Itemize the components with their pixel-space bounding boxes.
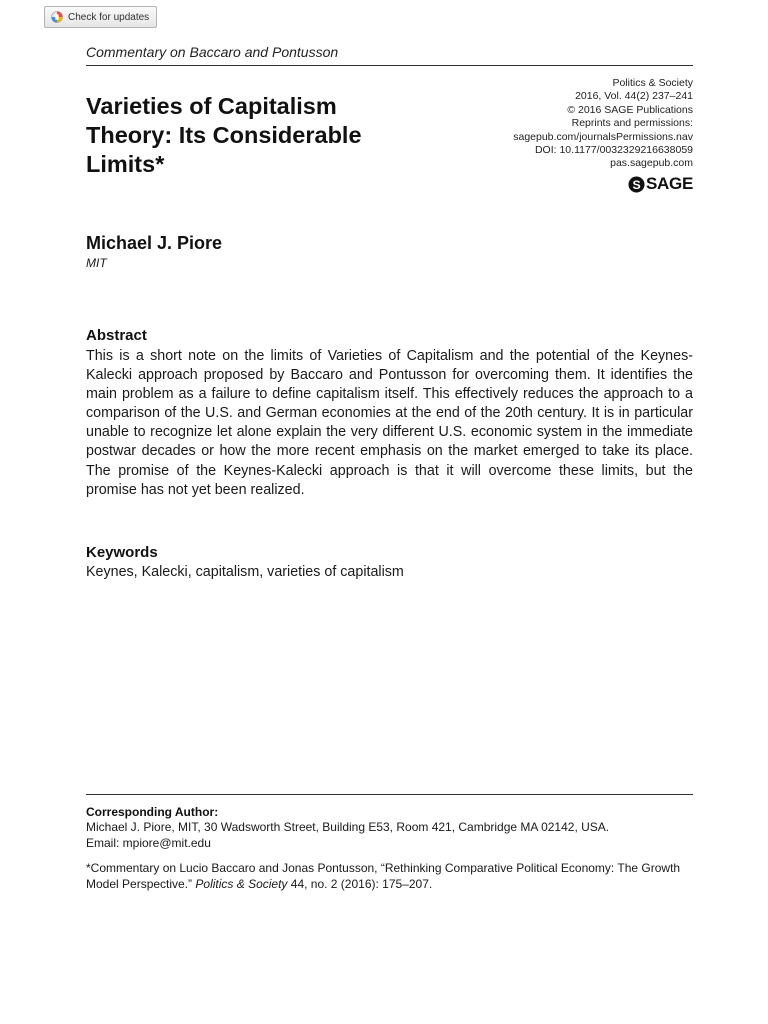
title-line: Theory: Its Considerable (86, 122, 362, 148)
sage-s-icon (628, 176, 645, 193)
doi-link[interactable]: DOI: 10.1177/0032329216638059 (534, 144, 693, 157)
keywords-text: Keynes, Kalecki, capitalism, varieties of capitalism (86, 564, 404, 580)
corresponding-author-details (86, 820, 693, 851)
journal-issue: 2016, Vol. 44(2) 237–241 (575, 90, 693, 103)
footnote-citation: 44, no. 2 (2016): 175–207. (287, 876, 433, 891)
corresponding-author-heading: Corresponding Author: (86, 805, 219, 819)
footnote-text: *Commentary on Lucio Baccaro and Jonas Pontusson, “Rethinking Comparative Political Economy: The Growth Model Perspective.” (86, 861, 681, 891)
check-for-updates-button[interactable] (44, 6, 157, 28)
article-title (86, 92, 486, 179)
copyright: © 2016 SAGE Publications (567, 103, 693, 116)
footnote-journal: Politics & Society (195, 876, 288, 891)
journal-name: Politics & Society (612, 77, 693, 89)
journal-site-link[interactable]: pas.sagepub.com (610, 157, 693, 170)
permissions-link[interactable]: sagepub.com/journalsPermissions.nav (513, 130, 693, 143)
abstract-text: This is a short note on the limits of Varieties of Capitalism and the potential of the Keynes-Kalecki approach proposed by Baccaro and Pontusson for overcoming them. It identifies the main problem as a failure to define capitalism itself. This effectively reduces the approach to a comparison of the U.S. and German economies at the end of the 20th century. It is in particular unable to recognize let alone explain the very different U.S. economic system in the immediate postwar decades or how the more recent emphasis on the market emerged to take its place. The promise of the Keynes-Kalecki approach is that it will overcome these limits, but the promise has not yet been realized. (86, 348, 693, 498)
sage-logo (628, 174, 693, 194)
svg-text:S: S (632, 177, 641, 192)
running-head: Commentary on Baccaro and Pontusson (86, 44, 693, 66)
corresponding-address: Michael J. Piore, MIT, 30 Wadsworth Street, Building E53, Room 421, Cambridge MA 02142, USA. (86, 820, 610, 834)
title-line: Limits* (86, 151, 165, 177)
check-for-updates-label: Check for updates (68, 11, 150, 23)
title-line: Varieties of Capitalism (86, 93, 337, 119)
title-footnote (86, 861, 693, 892)
crossmark-icon (51, 11, 63, 23)
corresponding-email[interactable]: Email: mpiore@mit.edu (86, 835, 211, 850)
journal-metadata (513, 77, 693, 171)
keywords-heading: Keywords (86, 544, 158, 561)
abstract-heading: Abstract (86, 327, 147, 344)
author-affiliation: MIT (86, 256, 107, 270)
sage-logo-text: SAGE (646, 174, 693, 193)
author-name: Michael J. Piore (86, 233, 223, 253)
footnote-divider (86, 794, 693, 795)
reprints-label: Reprints and permissions: (571, 117, 693, 130)
